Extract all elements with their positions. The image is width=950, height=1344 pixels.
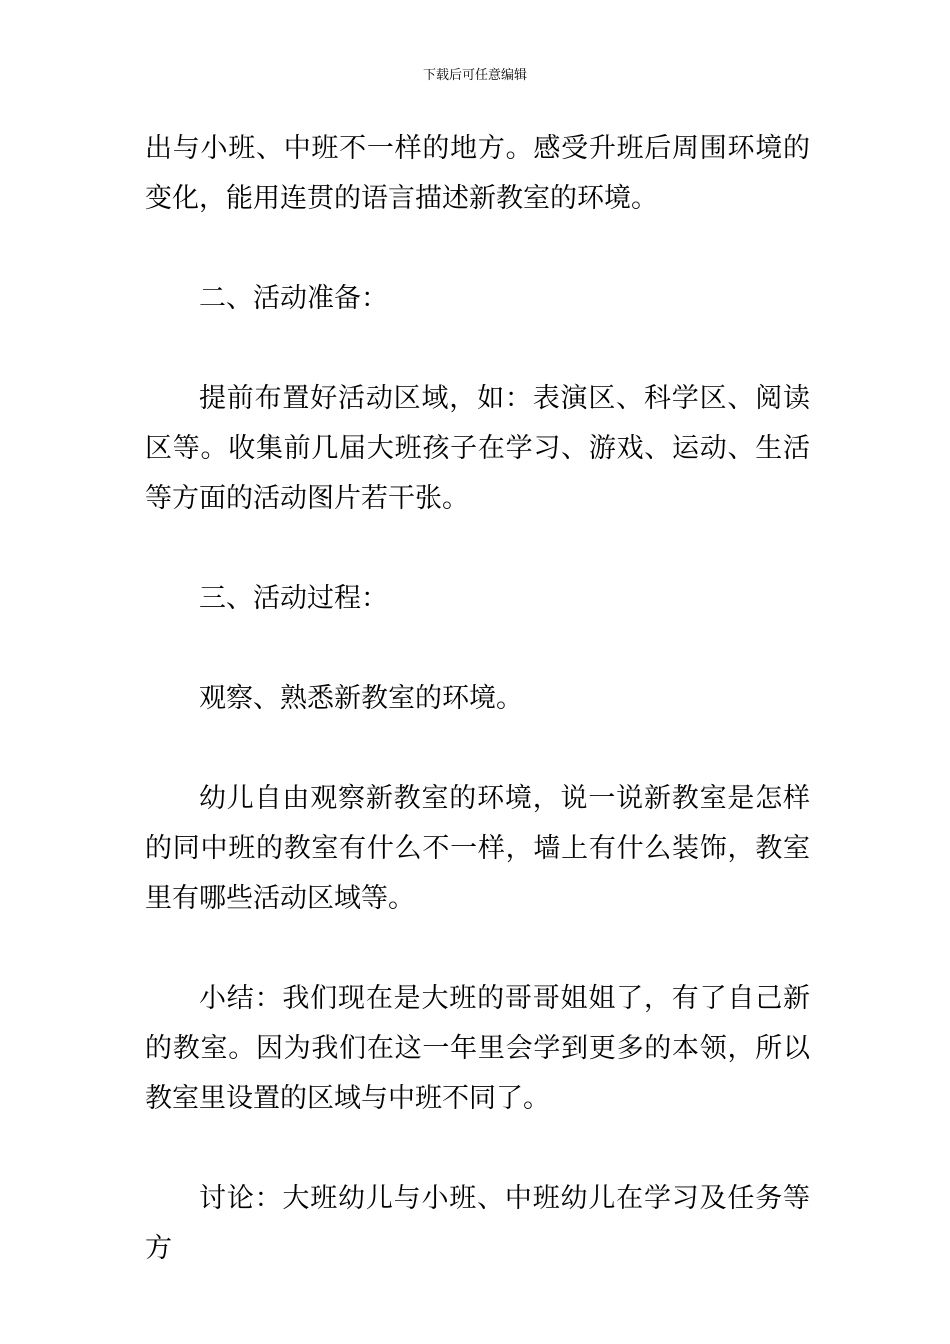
paragraph-observe: 观察、熟悉新教室的环境。 <box>199 683 523 714</box>
section-heading-process: 三、活动过程： <box>199 583 388 614</box>
paragraph-summary: 小结：我们现在是大班的哥哥姐姐了，有了自己新的教室。因为我们在这一年里会学到更多的本领，所以教室里设置的区域与中班不同了。 <box>145 983 810 1114</box>
paragraph-continuation: 出与小班、中班不一样的地方。感受升班后周围环境的变化，能用连贯的语言描述新教室的环境。 <box>145 133 810 214</box>
paragraph-free-observation: 幼儿自由观察新教室的环境，说一说新教室是怎样的同中班的教室有什么不一样，墙上有什么装饰，教室里有哪些活动区域等。 <box>145 783 810 914</box>
document-body <box>145 124 810 1324</box>
paragraph-discussion: 讨论：大班幼儿与小班、中班幼儿在学习及任务等方 <box>145 1183 810 1264</box>
page-header: 下载后可任意编辑 <box>422 68 527 83</box>
paragraph-preparation: 提前布置好活动区域，如：表演区、科学区、阅读区等。收集前几届大班孩子在学习、游戏、运动、生活等方面的活动图片若干张。 <box>145 383 810 514</box>
section-heading-preparation: 二、活动准备： <box>199 283 388 314</box>
